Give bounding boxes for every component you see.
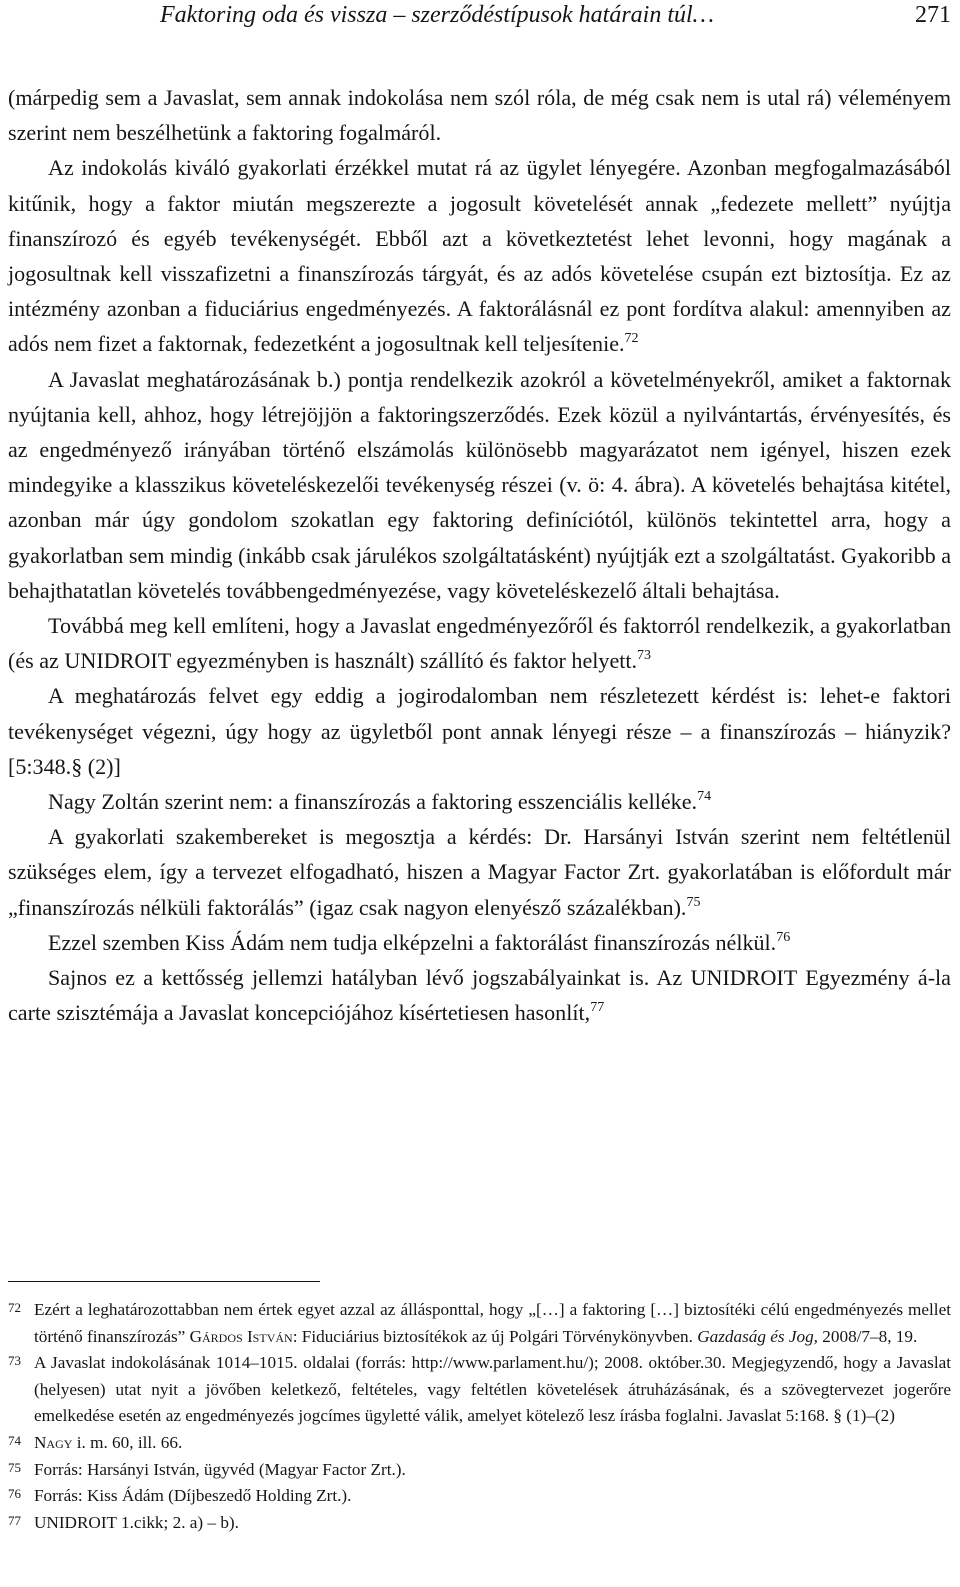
footnote-76 xyxy=(8,1483,951,1510)
paragraph xyxy=(8,150,951,361)
footnote-text-part: : Fiduciárius biztosítékok az új Polgári Törvénykönyvben. xyxy=(292,1326,698,1346)
footnote-ref[interactable]: 77 xyxy=(590,1000,605,1016)
running-title: Faktoring oda és vissza – szerződéstípusok határain túl… xyxy=(160,2,715,28)
paragraph-text: (márpedig sem a Javaslat, sem annak indokolása nem szól róla, de még csak nem is utal rá) véleményem szerint nem beszélhetünk a faktoring fogalmáról. xyxy=(8,85,951,146)
footnote-text xyxy=(34,1297,951,1350)
footnote-ref[interactable]: 73 xyxy=(637,648,652,664)
paragraph xyxy=(8,819,951,925)
footnote-74 xyxy=(8,1430,951,1457)
footnote-text: A Javaslat indokolásának 1014–1015. oldalai (forrás: http://www.parlament.hu/); 2008. október.30. Megjegyzendő, hogy a Javaslat (helyesen) utat nyit a jövőben keletkező, feltételes, vagy feltétlen követelések átruházásának, és a szövegtervezet jogerőre emelkedése esetén az engedményezés jogcímes ügyletté válik, amelyet kötelező lesz írásba foglalni. Javaslat 5:168. § (1)–(2) xyxy=(34,1353,951,1426)
paragraph xyxy=(8,925,951,960)
footnotes xyxy=(8,1297,951,1536)
footnote-77 xyxy=(8,1510,951,1537)
footnote-number: 77 xyxy=(8,1512,21,1528)
footnote-text-part: Ezért a leghatározottabban nem értek egyet azzal az állásponttal, hogy „[…] a faktoring […] biztosítéki célú engedményezés mellet történő finanszírozás” xyxy=(34,1300,951,1346)
footnote-72 xyxy=(8,1297,951,1350)
paragraph xyxy=(8,960,951,1030)
paragraph xyxy=(8,678,951,784)
footnote-text xyxy=(34,1430,951,1457)
footnote-number: 75 xyxy=(8,1459,21,1475)
paragraph xyxy=(8,362,951,608)
paragraph-text: A Javaslat meghatározásának b.) pontja rendelkezik azokról a követelményekről, amiket a faktornak nyújtania kell, ahhoz, hogy létrejöjjön a faktoringszerződés. Ezek közül a nyilvántartás, érvényesítés, és az engedményező irányában történő elszámolás különösebb magyarázatot nem igényel, hiszen ezek mindegyike a klasszikus követeléskezelői tevékenység részei (v. ö: 4. ábra). A követelés behajtása kitétel, azonban már úgy gondolom szokatlan egy faktoring definíciótól, különös tekintettel arra, hogy a gyakorlatban sem mindig (inkább csak járulékos szolgáltatásként) nyújtják ezt a szolgáltatást. Gyakoribb a behajthatatlan követelés továbbengedményezése, vagy követeléskezelő általi behajtása. xyxy=(8,366,951,603)
paragraph xyxy=(8,784,951,819)
footnote-75 xyxy=(8,1457,951,1484)
body-text xyxy=(8,80,951,1030)
paragraph-text: Ezzel szemben Kiss Ádám nem tudja elképzelni a faktorálást finanszírozás nélkül. xyxy=(48,929,777,955)
footnote-text-part: i. m. 60, ill. 66. xyxy=(72,1432,183,1452)
footnote-number: 73 xyxy=(8,1353,21,1369)
paragraph-text: Az indokolás kiváló gyakorlati érzékkel mutat rá az ügylet lényegére. Azonban megfogalmazásából kitűnik, hogy a faktor miután megszerezte a jogosult követelését annak „fedezete mellett” nyújtja finanszírozó és egyéb tevékenységét. Ebből azt a következtetést lehet levonni, hogy magának a jogosultnak kell visszafizetni a finanszírozás tárgyát, és az adós követelése csupán ezt biztosítja. Ez az intézmény azonban a fiduciárius engedményezés. A faktorálásnál ez pont fordítva alakul: amennyiben az adós nem fizet a faktornak, fedezetként a jogosultnak kell teljesítenie. xyxy=(8,155,951,357)
paragraph-text: Sajnos ez a kettősség jellemzi hatályban lévő jogszabályainkat is. Az UNIDROIT Egyezmény á-la carte szisztémája a Javaslat koncepciójához kísértetiesen hasonlít, xyxy=(8,965,951,1026)
paragraph-text: Nagy Zoltán szerint nem: a finanszírozás a faktoring esszenciális kelléke. xyxy=(48,789,698,815)
footnote-number: 76 xyxy=(8,1486,21,1502)
paragraph-text: A gyakorlati szakembereket is megosztja a kérdés: Dr. Harsányi István szerint nem feltétlenül szükséges elem, így a tervezet elfogadható, hiszen a Magyar Factor Zrt. gyakorlatában is előfordult már „finanszírozás nélküli faktorálás” (igaz csak nagyon elenyésző százalékban). xyxy=(8,824,951,920)
footnote-author: Gárdos István xyxy=(189,1326,293,1346)
footnote-ref[interactable]: 72 xyxy=(624,331,639,347)
footnote-ref[interactable]: 74 xyxy=(697,789,712,805)
footnote-73 xyxy=(8,1350,951,1430)
footnote-text: Forrás: Harsányi István, ügyvéd (Magyar Factor Zrt.). xyxy=(34,1459,406,1479)
footnote-text: UNIDROIT 1.cikk; 2. a) – b). xyxy=(34,1512,239,1532)
paragraph-text: A meghatározás felvet egy eddig a jogirodalomban nem részletezett kérdést is: lehet-e faktori tevékenységet végezni, úgy hogy az ügyletből pont annak lényegi része – a finanszírozás – hiányzik? [5:348.§ (2)] xyxy=(8,683,951,779)
paragraph xyxy=(8,608,951,678)
running-header xyxy=(0,0,960,30)
paragraph-text: Továbbá meg kell említeni, hogy a Javaslat engedményezőről és faktorról rendelkezik, a gyakorlatban (és az UNIDROIT egyezményben is használt) szállító és faktor helyett. xyxy=(8,613,951,674)
footnote-author: Nagy xyxy=(34,1432,73,1452)
footnote-text: Forrás: Kiss Ádám (Díjbeszedő Holding Zrt.). xyxy=(34,1486,352,1506)
footnote-journal: Gazdaság és Jog, xyxy=(697,1326,818,1346)
page-number: 271 xyxy=(915,2,951,28)
footnote-ref[interactable]: 76 xyxy=(776,929,791,945)
footnote-ref[interactable]: 75 xyxy=(686,894,701,910)
footnote-separator xyxy=(8,1281,320,1282)
footnote-text-part: 2008/7–8, 19. xyxy=(817,1326,918,1346)
paragraph xyxy=(8,80,951,150)
footnote-number: 72 xyxy=(8,1300,21,1315)
footnote-number: 74 xyxy=(8,1432,21,1448)
